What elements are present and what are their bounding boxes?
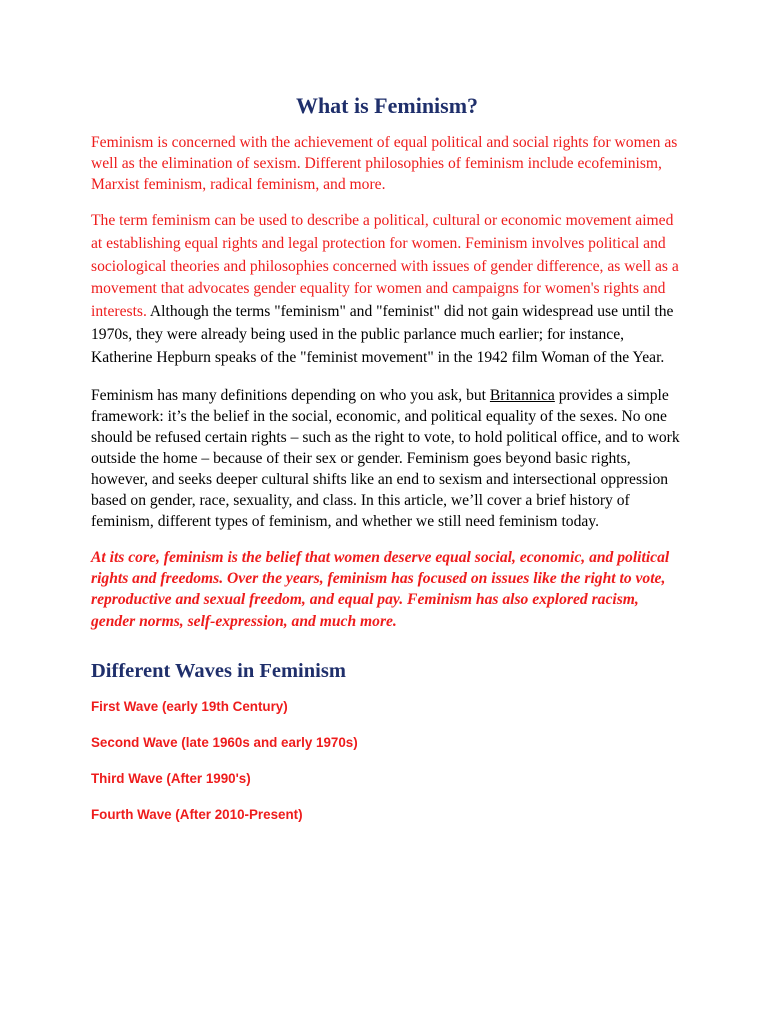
wave-item-fourth: Fourth Wave (After 2010-Present) xyxy=(91,807,303,823)
intro-paragraph: Feminism is concerned with the achievement of equal political and social rights for women as well as the elimination of sexism. Different philosophies of feminism include ecofeminism, Marxist feminism, radical feminism, and more. xyxy=(91,134,678,193)
britannica-paragraph xyxy=(91,385,683,532)
core-belief-paragraph: At its core, feminism is the belief that women deserve equal social, economic, and political rights and freedoms. Over the years, feminism has focused on issues like the right to vote, reproductive and sexual freedom, and equal pay. Feminism has also explored racism, gender norms, self-expression, and much more. xyxy=(91,548,670,630)
definition-paragraph xyxy=(91,210,683,370)
britannica-body-text: provides a simple framework: it’s the belief in the social, economic, and political equality of the sexes. No one should be refused certain rights – such as the right to vote, to hold political office, and to work outside the home – because of their sex or gender. Feminism goes beyond basic rights, however, and seeks deeper cultural shifts like an end to sexism and intersectional oppression based on gender, race, sexuality, and class. In this article, we’ll cover a brief history of feminism, different types of feminism, and whether we still need feminism today. xyxy=(91,386,680,530)
wave-item-third: Third Wave (After 1990's) xyxy=(91,771,251,787)
definition-highlight: The term feminism can be used to describe a political, cultural or economic movement aimed at establishing equal rights and legal protection for women. Feminism involves political and sociological theories and philosophies concerned with issues of gender difference, as well as a movement that advocates gender equality for women and campaigns for women's rights and interests. xyxy=(91,212,679,321)
definition-history: Although the terms "feminism" and "feminist" did not gain widespread use until the 1970s, they were already being used in the public parlance much earlier; for instance, Katherine Hepburn speaks of the "feminist movement" in the 1942 film Woman of the Year. xyxy=(91,303,674,366)
wave-item-first: First Wave (early 19th Century) xyxy=(91,699,288,715)
waves-list xyxy=(91,698,683,824)
wave-item-second: Second Wave (late 1960s and early 1970s) xyxy=(91,735,358,751)
waves-heading: Different Waves in Feminism xyxy=(91,660,346,683)
document-content xyxy=(91,92,683,842)
britannica-intro-text: Feminism has many definitions depending on who you ask, but xyxy=(91,386,490,404)
britannica-link[interactable]: Britannica xyxy=(489,386,555,404)
page-title: What is Feminism? xyxy=(295,93,479,118)
